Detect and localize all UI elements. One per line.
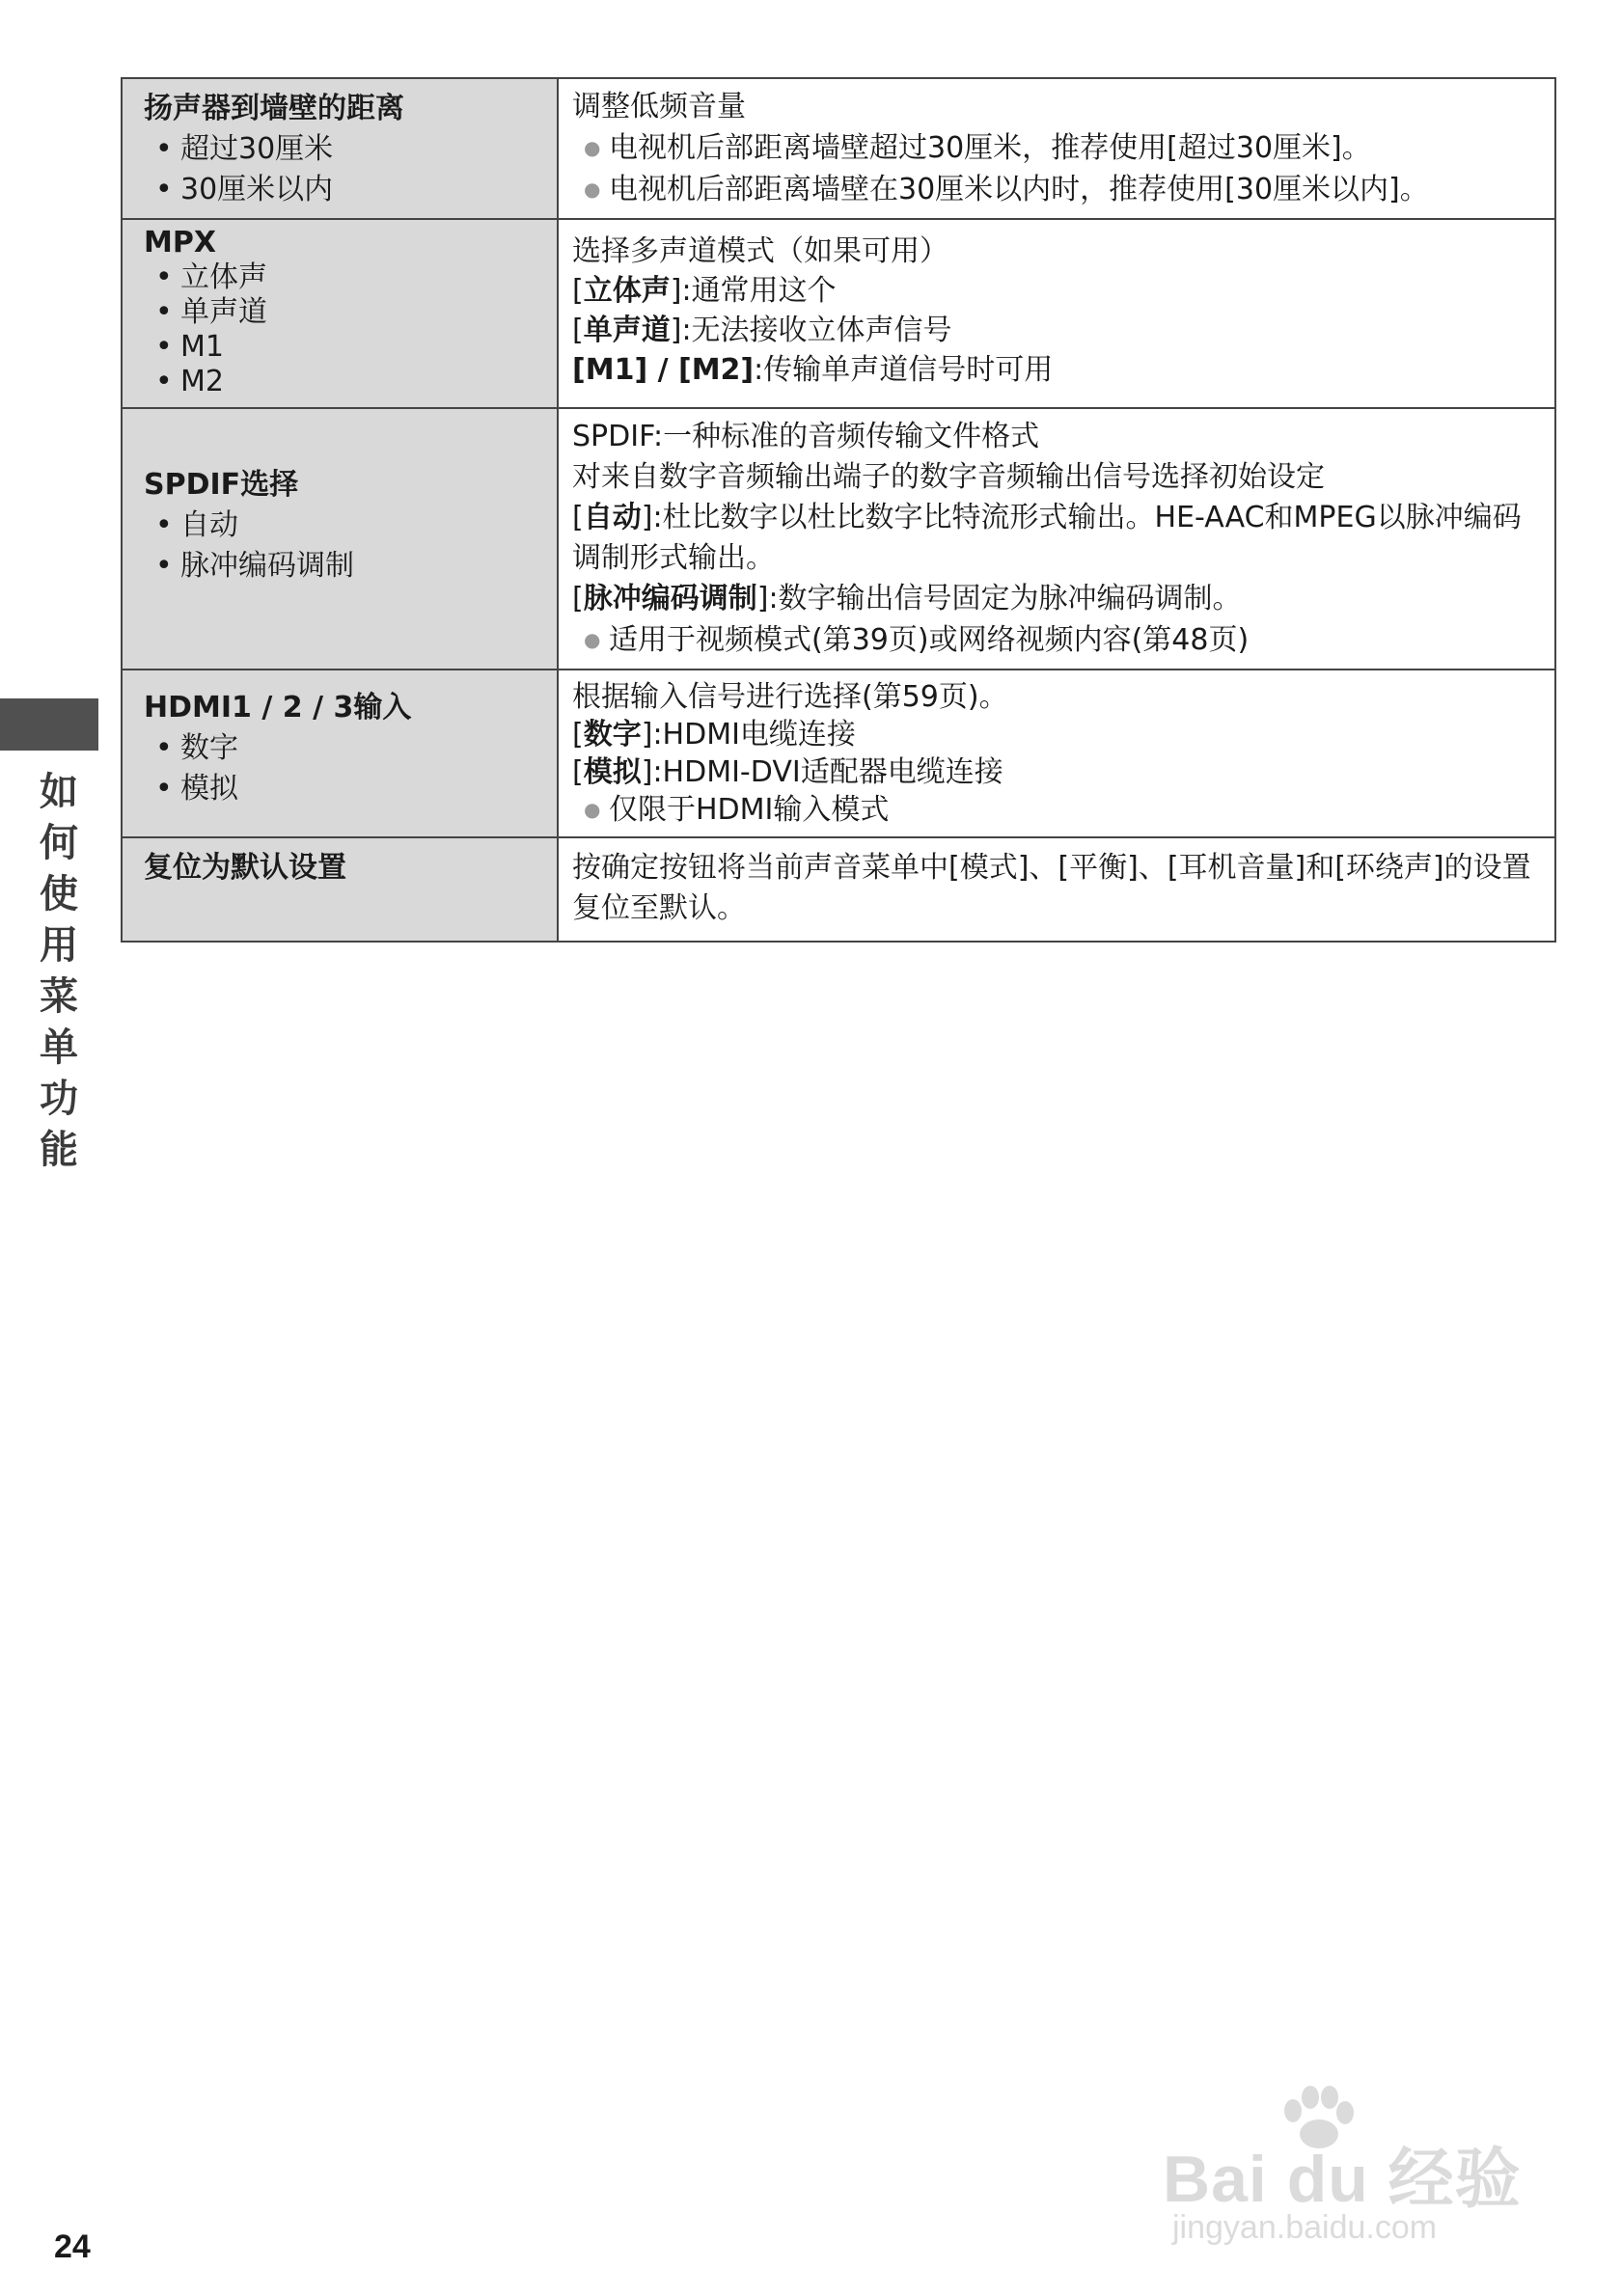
option-text: :HDMI电缆连接 (652, 718, 856, 752)
section-side-label: 如何使用菜单功能 (40, 770, 78, 1172)
note-item: ● 仅限于HDMI输入模式 (572, 791, 1541, 829)
option-label: 单声道 (583, 314, 671, 347)
table-row (122, 219, 1555, 408)
option-text: :数字输出信号固定为脉冲编码调制。 (768, 582, 1242, 615)
option-description: [模拟]:HDMI-DVI适配器电缆连接 (572, 755, 1003, 789)
option-label: 脉冲编码调制 (583, 582, 757, 615)
option-text: :无法接收立体声信号 (681, 314, 952, 347)
setting-name-cell (122, 219, 558, 408)
option-description: [脉冲编码调制]:数字输出信号固定为脉冲编码调制。 (572, 582, 1242, 615)
option-item: • 模拟 (144, 769, 539, 809)
description-text: 根据输入信号进行选择(第59页)。 (572, 680, 1008, 714)
setting-description-cell (558, 408, 1555, 670)
setting-name-cell (122, 670, 558, 837)
setting-title: 扬声器到墙壁的距离 (144, 92, 404, 125)
option-text: :传输单声道信号时可用 (754, 353, 1054, 387)
option-label: 立体声 (583, 274, 671, 308)
baidu-watermark (1163, 2084, 1539, 2257)
setting-title: 复位为默认设置 (144, 851, 346, 885)
option-description: [立体声]:通常用这个 (572, 274, 837, 308)
setting-name-cell (122, 78, 558, 219)
option-item: • 超过30厘米 (144, 129, 539, 170)
option-text: :通常用这个 (681, 274, 837, 308)
option-description (572, 350, 1541, 390)
option-label: 模拟 (583, 755, 642, 789)
note-item: ● 适用于视频模式(第39页)或网络视频内容(第48页) (572, 619, 1541, 661)
option-item: • 单声道 (144, 295, 539, 330)
setting-description-cell (558, 78, 1555, 219)
option-item: • 自动 (144, 506, 539, 546)
option-description: [数字]:HDMI电缆连接 (572, 718, 856, 752)
description-text: 按确定按钮将当前声音菜单中[模式]、[平衡]、[耳机音量]和[环绕声]的设置复位至默认。 (572, 851, 1531, 925)
setting-name-cell (122, 837, 558, 942)
watermark-brand: Bai du 经验 (1163, 2143, 1522, 2216)
description-text: 对来自数字音频输出端子的数字音频输出信号选择初始设定 (572, 460, 1325, 494)
setting-description-cell (558, 219, 1555, 408)
option-item: • 立体声 (144, 260, 539, 295)
option-item: • 数字 (144, 728, 539, 769)
option-text: :杜比数字以杜比数字比特流形式输出。HE-AAC和MPEG以脉冲编码调制形式输出。 (572, 501, 1522, 575)
option-item: • M1 (144, 330, 539, 365)
option-item: • 30厘米以内 (144, 170, 539, 210)
setting-description-cell (558, 837, 1555, 942)
page-number: 24 (54, 2228, 91, 2265)
note-item: ● 电视机后部距离墙壁在30厘米以内时，推荐使用[30厘米以内]。 (572, 169, 1541, 210)
setting-description-cell (558, 670, 1555, 837)
table-row (122, 408, 1555, 670)
description-text: 调整低频音量 (572, 90, 746, 123)
option-text: :HDMI-DVI适配器电缆连接 (652, 755, 1003, 789)
note-item: ● 电视机后部距离墙壁超过30厘米，推荐使用[超过30厘米]。 (572, 127, 1541, 169)
table-row (122, 670, 1555, 837)
setting-title: MPX (144, 226, 216, 260)
watermark-url: jingyan.baidu.com (1172, 2209, 1438, 2246)
description-text: SPDIF:一种标准的音频传输文件格式 (572, 420, 1040, 453)
option-item: • M2 (144, 365, 539, 399)
option-label: 数字 (583, 718, 642, 752)
section-tab-marker (0, 698, 98, 751)
description-text: 选择多声道模式（如果可用） (572, 234, 948, 268)
table-row (122, 837, 1555, 942)
setting-title: HDMI1 / 2 / 3输入 (144, 691, 412, 724)
sound-menu-table (121, 77, 1556, 943)
setting-title: SPDIF选择 (144, 468, 299, 502)
option-item: • 脉冲编码调制 (144, 546, 539, 587)
table-row (122, 78, 1555, 219)
setting-name-cell (122, 408, 558, 670)
option-label: 自动 (583, 501, 642, 534)
option-description: [自动]:杜比数字以杜比数字比特流形式输出。HE-AAC和MPEG以脉冲编码调制形式输出。 (572, 501, 1522, 575)
option-description: [单声道]:无法接收立体声信号 (572, 314, 952, 347)
option-label: [M1] / [M2] (572, 353, 755, 387)
